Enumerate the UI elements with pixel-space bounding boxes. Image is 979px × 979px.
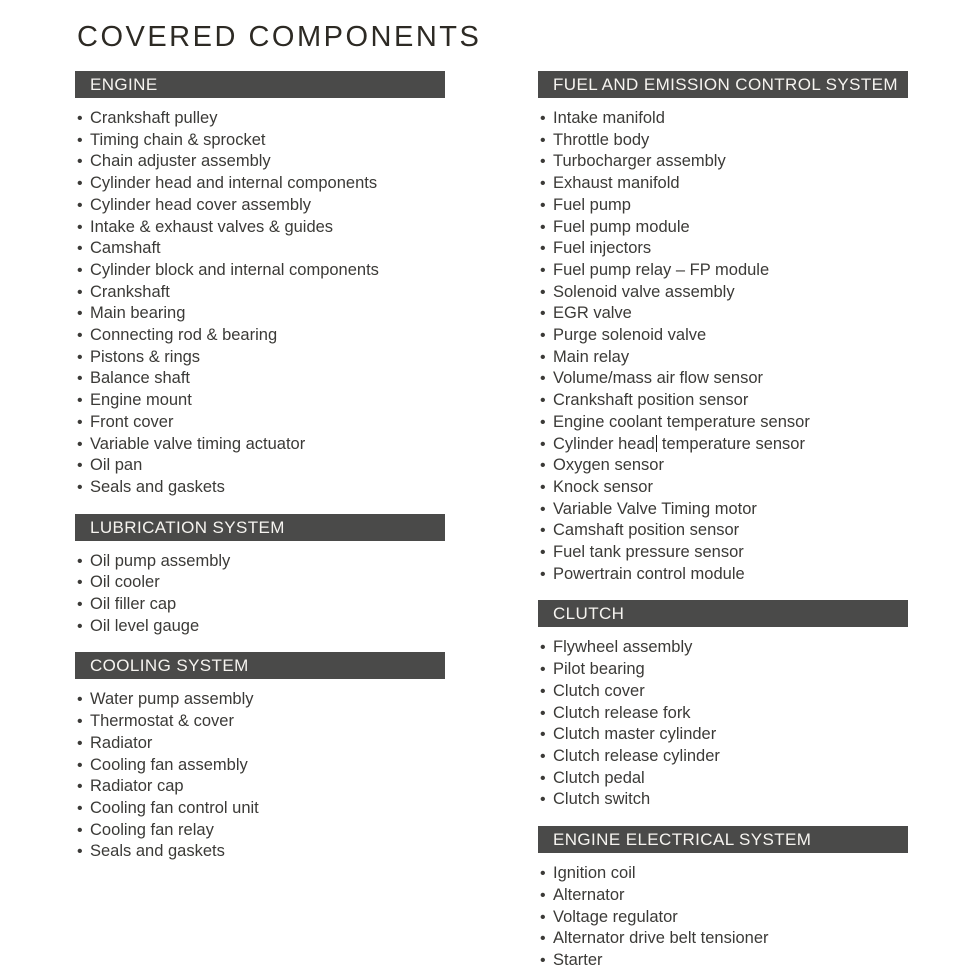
list-item-text: Starter (553, 950, 603, 969)
list-item-text: Cylinder block and internal components (90, 260, 379, 279)
text-cursor (656, 435, 658, 452)
list-item-text: Exhaust manifold (553, 174, 680, 193)
list-item-text: Fuel pump module (553, 217, 690, 236)
list-item-text: Water pump assembly (90, 690, 254, 709)
section-header-engine-electrical-system: ENGINE ELECTRICAL SYSTEM (538, 826, 908, 853)
list-item (538, 950, 908, 972)
bullet-icon: • (77, 327, 83, 345)
list-item (538, 681, 908, 703)
columns-container (75, 71, 979, 979)
list-item (75, 303, 445, 325)
list-item (538, 325, 908, 347)
bullet-icon: • (77, 713, 83, 731)
list-item-text: Variable Valve Timing motor (553, 499, 757, 518)
bullet-icon: • (77, 478, 83, 496)
list-item-text: Pistons & rings (90, 347, 201, 366)
list-item-text: Solenoid valve assembly (553, 282, 735, 301)
list-item (75, 820, 445, 842)
list-item (538, 217, 908, 239)
list-item (538, 347, 908, 369)
list-item-text: Cooling fan control unit (90, 798, 259, 817)
bullet-icon: • (540, 747, 546, 765)
list-item-text: Crankshaft (90, 282, 170, 301)
list-item-text: Intake & exhaust valves & guides (90, 217, 334, 236)
list-item (538, 542, 908, 564)
list-item (75, 594, 445, 616)
list-item (75, 260, 445, 282)
list-item-text: Timing chain & sprocket (90, 130, 266, 149)
list-item (538, 390, 908, 412)
list-item (538, 637, 908, 659)
column-right (538, 71, 908, 979)
list-item-text: Cooling fan relay (90, 820, 214, 839)
column-left (75, 71, 445, 979)
list-item-text: Cylinder head temperature sensor (553, 434, 805, 453)
list-item (538, 130, 908, 152)
list-item (538, 724, 908, 746)
list-item (75, 755, 445, 777)
list-item (538, 151, 908, 173)
list-item (538, 434, 908, 456)
list-item-text: Variable valve timing actuator (90, 434, 306, 453)
bullet-icon: • (77, 734, 83, 752)
bullet-icon: • (540, 865, 546, 883)
section-list (75, 551, 445, 638)
list-item (75, 151, 445, 173)
list-item-text: Main bearing (90, 304, 186, 323)
list-item (75, 195, 445, 217)
bullet-icon: • (540, 661, 546, 679)
list-item-text: Fuel tank pressure sensor (553, 543, 744, 562)
list-item (75, 130, 445, 152)
section-engine (75, 71, 445, 499)
list-item (538, 746, 908, 768)
bullet-icon: • (77, 799, 83, 817)
bullet-icon: • (540, 951, 546, 969)
bullet-icon: • (77, 596, 83, 614)
list-item-text: Seals and gaskets (90, 477, 225, 496)
list-item (538, 173, 908, 195)
bullet-icon: • (77, 756, 83, 774)
list-item (538, 195, 908, 217)
bullet-icon: • (540, 544, 546, 562)
list-item (538, 368, 908, 390)
bullet-icon: • (77, 821, 83, 839)
bullet-icon: • (540, 704, 546, 722)
list-item (75, 733, 445, 755)
bullet-icon: • (77, 574, 83, 592)
list-item-text: Oil cooler (90, 573, 160, 592)
list-item (75, 173, 445, 195)
section-list (538, 637, 908, 811)
list-item-text: Ignition coil (553, 864, 636, 883)
list-item-text: Thermostat & cover (90, 712, 234, 731)
bullet-icon: • (540, 457, 546, 475)
list-item-text: Cylinder head and internal components (90, 174, 378, 193)
bullet-icon: • (77, 617, 83, 635)
list-item-text: Flywheel assembly (553, 638, 693, 657)
section-engine-electrical-system (538, 826, 908, 972)
bullet-icon: • (540, 153, 546, 171)
list-item-text: Alternator drive belt tensioner (553, 929, 769, 948)
bullet-icon: • (540, 791, 546, 809)
list-item-text: Turbocharger assembly (553, 152, 726, 171)
list-item (75, 238, 445, 260)
section-header-cooling-system: COOLING SYSTEM (75, 652, 445, 679)
list-item-text: Clutch switch (553, 790, 651, 809)
list-item-text: Oil pump assembly (90, 551, 231, 570)
list-item-text: Engine coolant temperature sensor (553, 412, 810, 431)
list-item (538, 412, 908, 434)
bullet-icon: • (540, 682, 546, 700)
list-item (75, 282, 445, 304)
list-item (538, 520, 908, 542)
section-header-clutch: CLUTCH (538, 600, 908, 627)
bullet-icon: • (77, 240, 83, 258)
bullet-icon: • (540, 565, 546, 583)
list-item (75, 412, 445, 434)
list-item (75, 347, 445, 369)
list-item (538, 789, 908, 811)
bullet-icon: • (540, 930, 546, 948)
section-clutch (538, 600, 908, 811)
list-item (75, 841, 445, 863)
bullet-icon: • (77, 392, 83, 410)
list-item (538, 477, 908, 499)
bullet-icon: • (77, 778, 83, 796)
list-item (538, 885, 908, 907)
list-item (75, 551, 445, 573)
section-list (75, 108, 445, 499)
bullet-icon: • (77, 370, 83, 388)
section-header-fuel-and-emission-control-system: FUEL AND EMISSION CONTROL SYSTEM (538, 71, 908, 98)
list-item (75, 572, 445, 594)
list-item (538, 260, 908, 282)
list-item (538, 282, 908, 304)
section-list (75, 689, 445, 863)
list-item-text: Volume/mass air flow sensor (553, 369, 763, 388)
list-item-text: Radiator cap (90, 777, 184, 796)
list-item-text: Cylinder head cover assembly (90, 195, 312, 214)
bullet-icon: • (540, 175, 546, 193)
list-item-text: Seals and gaskets (90, 842, 225, 861)
list-item-text: Fuel pump (553, 195, 631, 214)
list-item-text: Radiator (90, 733, 153, 752)
list-item (538, 863, 908, 885)
bullet-icon: • (77, 457, 83, 475)
list-item-text: Connecting rod & bearing (90, 326, 278, 345)
bullet-icon: • (77, 552, 83, 570)
bullet-icon: • (540, 110, 546, 127)
list-item (538, 703, 908, 725)
bullet-icon: • (540, 348, 546, 366)
section-header-lubrication-system: LUBRICATION SYSTEM (75, 514, 445, 541)
list-item-text: Camshaft (90, 239, 161, 258)
list-item-text: Clutch release cylinder (553, 746, 720, 765)
list-item-text: Intake manifold (553, 109, 665, 127)
bullet-icon: • (77, 413, 83, 431)
list-item (75, 689, 445, 711)
bullet-icon: • (540, 522, 546, 540)
bullet-icon: • (77, 348, 83, 366)
list-item-text: Pilot bearing (553, 660, 645, 679)
bullet-icon: • (77, 283, 83, 301)
list-item-text: Engine mount (90, 391, 192, 410)
list-item (75, 325, 445, 347)
bullet-icon: • (540, 886, 546, 904)
list-item-text: Chain adjuster assembly (90, 152, 271, 171)
bullet-icon: • (77, 175, 83, 193)
bullet-icon: • (77, 110, 83, 127)
list-item (75, 455, 445, 477)
list-item (75, 217, 445, 239)
list-item-text: Fuel pump relay – FP module (553, 260, 770, 279)
bullet-icon: • (77, 131, 83, 149)
list-item (538, 238, 908, 260)
bullet-icon: • (77, 261, 83, 279)
bullet-icon: • (540, 908, 546, 926)
list-item-text: Camshaft position sensor (553, 521, 740, 540)
bullet-icon: • (540, 261, 546, 279)
bullet-icon: • (540, 283, 546, 301)
section-list (538, 863, 908, 972)
list-item-text: Purge solenoid valve (553, 326, 707, 345)
bullet-icon: • (77, 218, 83, 236)
list-item (538, 928, 908, 950)
list-item-text: Front cover (90, 412, 174, 431)
list-item-text: Throttle body (553, 130, 650, 149)
list-item-text: Oil pan (90, 456, 143, 475)
page-title: COVERED COMPONENTS (77, 21, 482, 53)
list-item (75, 616, 445, 638)
bullet-icon: • (540, 392, 546, 410)
list-item (75, 798, 445, 820)
bullet-icon: • (77, 435, 83, 453)
list-item-text: Knock sensor (553, 477, 653, 496)
bullet-icon: • (540, 769, 546, 787)
section-list (538, 108, 908, 585)
bullet-icon: • (77, 691, 83, 709)
list-item-text: Oil filler cap (90, 595, 177, 614)
list-item (538, 907, 908, 929)
list-item-text: Crankshaft pulley (90, 109, 218, 127)
list-item-text: Fuel injectors (553, 239, 652, 258)
list-item-text: Clutch pedal (553, 768, 645, 787)
list-item (75, 711, 445, 733)
section-header-engine: ENGINE (75, 71, 445, 98)
list-item-text: Clutch cover (553, 681, 645, 700)
bullet-icon: • (540, 218, 546, 236)
list-item-text: Powertrain control module (553, 564, 745, 583)
list-item (75, 368, 445, 390)
bullet-icon: • (540, 240, 546, 258)
section-lubrication-system (75, 514, 445, 638)
list-item (538, 768, 908, 790)
section-fuel-and-emission-control-system (538, 71, 908, 585)
list-item-text: Balance shaft (90, 369, 190, 388)
bullet-icon: • (77, 196, 83, 214)
list-item-text: Oxygen sensor (553, 456, 664, 475)
list-item-text: Main relay (553, 347, 630, 366)
bullet-icon: • (540, 413, 546, 431)
list-item (538, 108, 908, 130)
list-item-text: Cooling fan assembly (90, 755, 248, 774)
list-item-text: Voltage regulator (553, 907, 678, 926)
list-item (75, 108, 445, 130)
bullet-icon: • (540, 305, 546, 323)
list-item (538, 659, 908, 681)
list-item-text: Clutch master cylinder (553, 725, 717, 744)
bullet-icon: • (77, 153, 83, 171)
bullet-icon: • (77, 843, 83, 861)
list-item-text: Crankshaft position sensor (553, 391, 749, 410)
bullet-icon: • (540, 478, 546, 496)
bullet-icon: • (540, 500, 546, 518)
list-item (75, 477, 445, 499)
bullet-icon: • (540, 327, 546, 345)
list-item-text: Clutch release fork (553, 703, 691, 722)
list-item-text: Oil level gauge (90, 616, 200, 635)
bullet-icon: • (540, 131, 546, 149)
bullet-icon: • (540, 639, 546, 657)
bullet-icon: • (540, 196, 546, 214)
list-item (538, 455, 908, 477)
list-item (538, 564, 908, 586)
bullet-icon: • (77, 305, 83, 323)
bullet-icon: • (540, 726, 546, 744)
list-item (538, 499, 908, 521)
list-item (538, 303, 908, 325)
list-item (75, 434, 445, 456)
section-cooling-system (75, 652, 445, 863)
list-item-text: Alternator (553, 885, 625, 904)
bullet-icon: • (540, 370, 546, 388)
bullet-icon: • (540, 435, 546, 453)
list-item (75, 390, 445, 412)
list-item-text: EGR valve (553, 304, 632, 323)
list-item (75, 776, 445, 798)
